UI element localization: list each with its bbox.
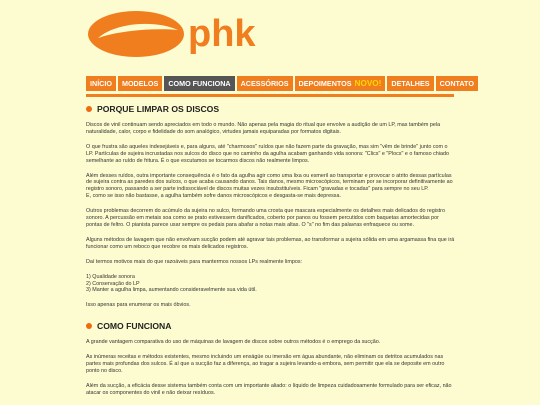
paragraph: As inúmeras receitas e métodos existentes, mesmo incluindo um enxágüe ou imersão em água abundante, não eliminam os detritos acumulados nas partes mais profundas dos sulcos. É aí que a sucção faz a diferença, ao tragar a sujeira levando-a embora, sem permitir que ela se deposite em outro ponto no disco. [86,354,445,374]
nav-acessorios[interactable]: ACESSÓRIOS [237,76,293,91]
nav-contato[interactable]: CONTATO [436,76,478,91]
paragraph: A grande vantagem comparativa do uso de máquinas de lavagem de discos sobre outros métodos é o emprego da sucção. [86,339,381,346]
reasons-list [86,274,456,295]
header-divider [86,94,454,97]
paragraph: Discos de vinil continuam sendo apreciados em todo o mundo. Não apenas pela magia do ritual que envolve a audição de um LP, mas também pela naturalidade, calor, corpo e fidelidade do som analógico, virtudes jamais equiparadas por formatos digitais. [86,122,441,135]
list-item: 1) Qualidade sonora [86,273,135,280]
paragraph-group [86,173,456,201]
main-nav [86,76,478,91]
paragraph: Além desses ruídos, outra importante consequência é o fato da agulha agir como uma lixa ou esmeril ao transportar e provocar o atrito dessas partículas de sujeira contra as paredes dos sulcos, o que acaba causando danos. Tais danos, mesmo microscópicos, terminam por se incorporar definitivamente ao registro sonoro, passando a ser parte indissociável de discos muitas vezes insubstituíveis. Ficam "gravadas e tocadas" para sempre no seu LP. [86,172,453,193]
main-content [86,104,456,405]
list-item: 3) Manter a agulha limpa, aumentando consideravelmente sua vida útil. [86,287,257,294]
paragraph: O que frustra são aqueles indesejáveis e, para alguns, até "charmosos" ruídos que não fazem parte da gravação, mas sim "vêm de brinde" junto com o LP. Partículas de sujeira incrustadas nos sulcos do disco que no caminho da agulha acabam ganhando vida sonora: "Clics" e "Plocs" e o famoso chiado semelhante ao ruído de fritura. É o que escutamos se tocarmos discos não realmente limpos. [86,143,449,164]
brand-logo[interactable] [86,8,262,60]
section-heading [86,104,456,114]
bullet-icon [86,106,92,112]
nav-detalhes[interactable]: DETALHES [387,76,433,91]
nav-modelos[interactable]: MODELOS [118,76,162,91]
nav-inicio[interactable]: INÍCIO [86,76,116,91]
nav-como-funciona[interactable]: COMO FUNCIONA [164,76,234,91]
section-title: PORQUE LIMPAR OS DISCOS [97,104,220,114]
bullet-icon [86,323,92,329]
new-badge: NOVO! [354,79,382,88]
paragraph: Além da sucção, a eficácia desse sistema também conta com um importante aliado: o líquido de limpeza cuidadosamente formulado para ser eficaz, não atacar os componentes do vinil e não deixar resíduos. [86,382,452,396]
list-item: 2) Conservação do LP [86,280,140,287]
section-heading [86,321,456,331]
nav-depoimentos[interactable] [295,76,386,91]
paragraph: Outros problemas decorrem do acúmulo da sujeira no sulco, formando uma crosta que mascara especialmente os detalhes mais delicados do registro sonoro. A percussão em metais soa como se prato estivessem danificados, coberto por panos ou fossem percutidos com baquetas amortecidas por pontas de feltro. O pianista parece usar sempre os pedais para abafar a notas mais altas. O "s" no fim das palavras enfraquece ou some. [86,208,445,228]
nav-depoimentos-label: DEPOIMENTOS [298,79,352,88]
paragraph: E, como se isso não bastasse, a agulha também sofre danos microscópicos e desgasta-se mais depressa. [86,193,341,200]
paragraph: Daí termos motivos mais do que razoáveis para mantermos nossos LPs realmente limpos: [86,258,303,265]
brand-name: phk [188,13,256,55]
section-title: COMO FUNCIONA [97,321,172,332]
paragraph: Alguns métodos de lavagem que não envolvam sucção podem até agravar tais problemas, ao transformar a sujeira sólida em uma argamassa fina que irá funcionar como um reboco que recobre os mais delicados registros. [86,236,455,250]
paragraph: Isso apenas para enumerar os mais óbvios. [86,302,191,309]
